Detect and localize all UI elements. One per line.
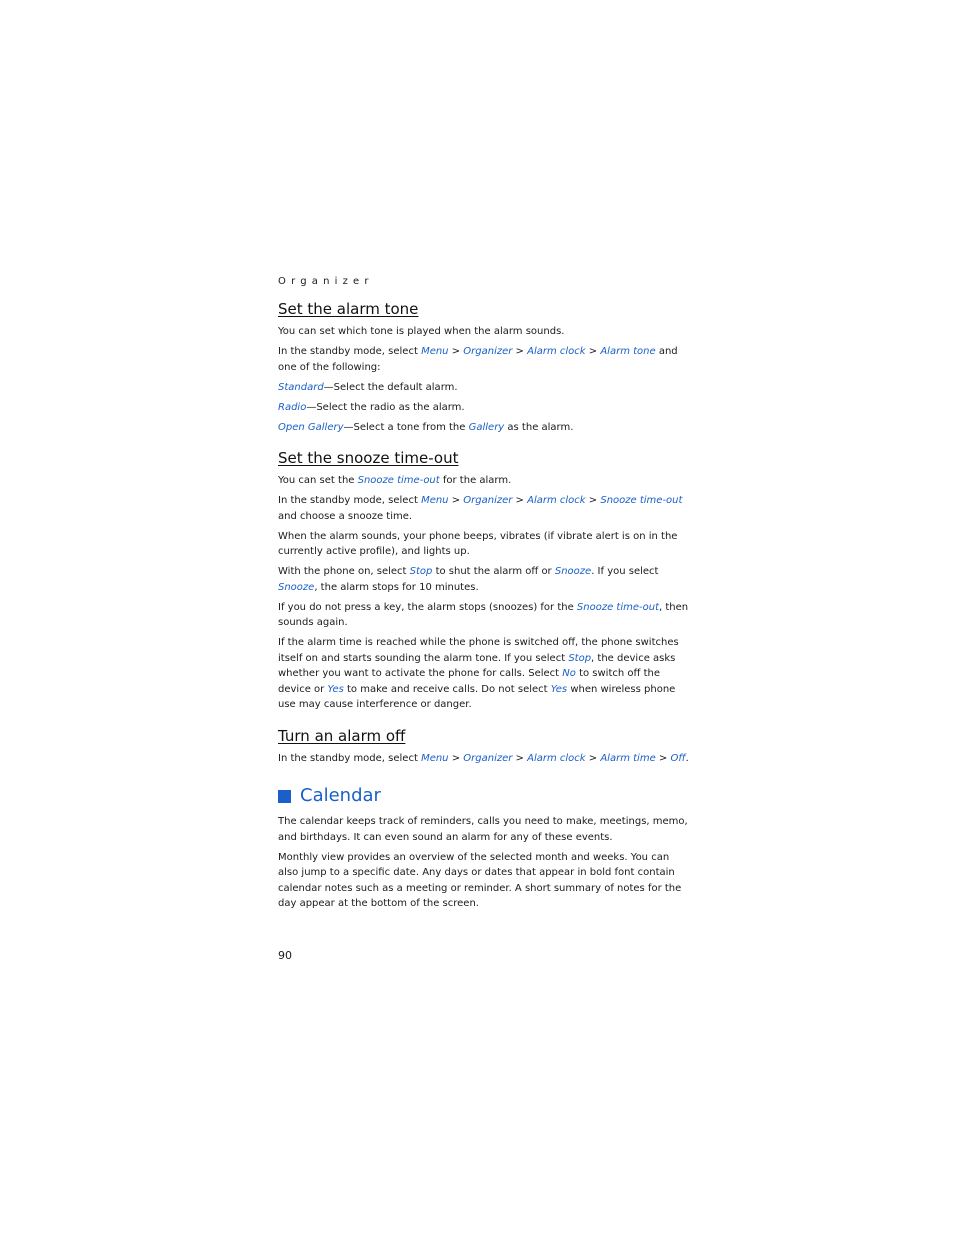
- text: In the standby mode, select: [278, 495, 422, 506]
- heading-set-alarm-tone: Set the alarm tone: [278, 300, 419, 318]
- heading-calendar: [278, 784, 678, 808]
- text: Monthly view provides an overview of the selected month and weeks. You can: [278, 851, 670, 863]
- menu-item-stop: Stop: [568, 652, 592, 664]
- text: If the alarm time is reached while the phone is switched off, the phone switches: [278, 637, 679, 648]
- heading-turn-alarm-off: Turn an alarm off: [278, 726, 406, 745]
- page-content: [278, 299, 689, 916]
- path-separator: >: [585, 495, 601, 506]
- calendar-intro: [278, 814, 688, 845]
- path-separator: >: [585, 752, 601, 764]
- menu-item-no: No: [562, 668, 576, 679]
- text: to shut the alarm off or: [432, 566, 555, 577]
- menu-item-menu: Menu: [421, 346, 449, 357]
- text: .: [685, 752, 689, 764]
- text: calendar notes such as a meeting or reminder. A short summary of notes for the: [278, 882, 682, 894]
- path-separator: >: [585, 346, 601, 357]
- menu-item-organizer: Organizer: [463, 495, 513, 506]
- text: With the phone on, select: [278, 566, 410, 577]
- text: and choose a snooze time.: [278, 510, 413, 522]
- menu-item-alarm-tone: Alarm tone: [600, 346, 656, 357]
- menu-item-organizer: Organizer: [463, 752, 513, 764]
- option-open-gallery: [278, 420, 678, 436]
- text: one of the following:: [278, 361, 381, 373]
- menu-item-alarm-clock: Alarm clock: [527, 752, 586, 764]
- path-separator: >: [448, 495, 464, 506]
- page-number: 90: [278, 949, 292, 962]
- text: also jump to a specific date. Any days or dates that appear in bold font contain: [278, 867, 675, 878]
- text: itself on and starts sounding the alarm tone. If you select: [278, 652, 569, 664]
- menu-item-snooze-timeout: Snooze time-out: [576, 601, 660, 613]
- text: device or: [278, 683, 328, 695]
- path-separator: >: [512, 495, 528, 506]
- menu-item-menu: Menu: [421, 495, 449, 506]
- option-desc: as the alarm.: [504, 421, 574, 433]
- text: When the alarm sounds, your phone beeps, vibrates (if vibrate alert is on in the: [278, 530, 678, 542]
- text: sounds again.: [278, 617, 348, 628]
- text: use may cause interference or danger.: [278, 699, 472, 710]
- option-desc: —Select the radio as the alarm.: [306, 401, 465, 413]
- text: If you do not press a key, the alarm stops (snoozes) for the: [278, 601, 577, 613]
- menu-item-alarm-time: Alarm time: [600, 752, 656, 764]
- snooze-intro: [278, 473, 678, 489]
- menu-item-alarm-clock: Alarm clock: [527, 346, 586, 357]
- section-square-icon: [278, 790, 291, 803]
- snooze-stop-or-snooze: [278, 564, 678, 595]
- text: to make and receive calls. Do not select: [343, 683, 551, 695]
- text: to switch off the: [575, 668, 660, 679]
- menu-item-snooze-timeout: Snooze time-out: [357, 475, 440, 486]
- text: whether you want to activate the phone for calls. Select: [278, 668, 563, 679]
- snooze-path: [278, 493, 683, 524]
- manual-page: [278, 0, 689, 1235]
- path-separator: >: [448, 752, 464, 764]
- menu-item-alarm-clock: Alarm clock: [527, 495, 586, 506]
- alarm-tone-path: [278, 344, 678, 375]
- text: and: [655, 346, 678, 357]
- alarm-tone-intro: You can set which tone is played when the alarm sounds.: [278, 326, 565, 337]
- menu-item-yes: Yes: [550, 683, 568, 695]
- text: day appear at the bottom of the screen.: [278, 898, 479, 909]
- text: In the standby mode, select: [278, 346, 422, 357]
- menu-item-snooze-timeout: Snooze time-out: [600, 495, 683, 506]
- option-term: Open Gallery: [278, 421, 344, 433]
- text: currently active profile), and lights up.: [278, 546, 470, 557]
- snooze-phone-off: [278, 635, 678, 713]
- option-desc: —Select a tone from the: [343, 421, 469, 433]
- menu-item-gallery: Gallery: [468, 421, 505, 433]
- text: The calendar keeps track of reminders, calls you need to make, meetings, memo,: [278, 816, 688, 827]
- menu-item-organizer: Organizer: [463, 346, 513, 357]
- alarm-off-path: [278, 751, 689, 767]
- text: . If you select: [591, 566, 659, 577]
- menu-item-off: Off: [670, 752, 686, 764]
- text: when wireless phone: [567, 683, 676, 695]
- text: , then: [659, 601, 689, 613]
- option-standard: [278, 380, 678, 396]
- snooze-no-key: [278, 600, 689, 631]
- snooze-alarm-sounds: [278, 529, 678, 560]
- option-term: Radio: [278, 401, 307, 413]
- running-head: Organizer: [278, 276, 374, 287]
- heading-set-snooze-timeout: Set the snooze time-out: [278, 449, 459, 467]
- path-separator: >: [448, 346, 464, 357]
- path-separator: >: [512, 346, 528, 357]
- option-term: Standard: [278, 381, 324, 393]
- text: In the standby mode, select: [278, 752, 422, 764]
- menu-item-snooze: Snooze: [278, 581, 315, 593]
- text: , the alarm stops for 10 minutes.: [314, 581, 479, 593]
- path-separator: >: [512, 752, 528, 764]
- menu-item-yes: Yes: [327, 683, 344, 695]
- calendar-monthly-view: [278, 850, 682, 912]
- text: You can set the: [278, 475, 358, 486]
- text: for the alarm.: [439, 475, 512, 486]
- menu-item-menu: Menu: [421, 752, 449, 764]
- menu-item-stop: Stop: [409, 566, 433, 577]
- option-radio: [278, 400, 678, 416]
- text: and birthdays. It can even sound an alarm for any of these events.: [278, 831, 613, 843]
- menu-item-snooze: Snooze: [554, 566, 592, 577]
- text: , the device asks: [591, 652, 676, 664]
- option-desc: —Select the default alarm.: [323, 381, 458, 393]
- path-separator: >: [655, 752, 671, 764]
- heading-calendar-text: Calendar: [300, 785, 381, 806]
